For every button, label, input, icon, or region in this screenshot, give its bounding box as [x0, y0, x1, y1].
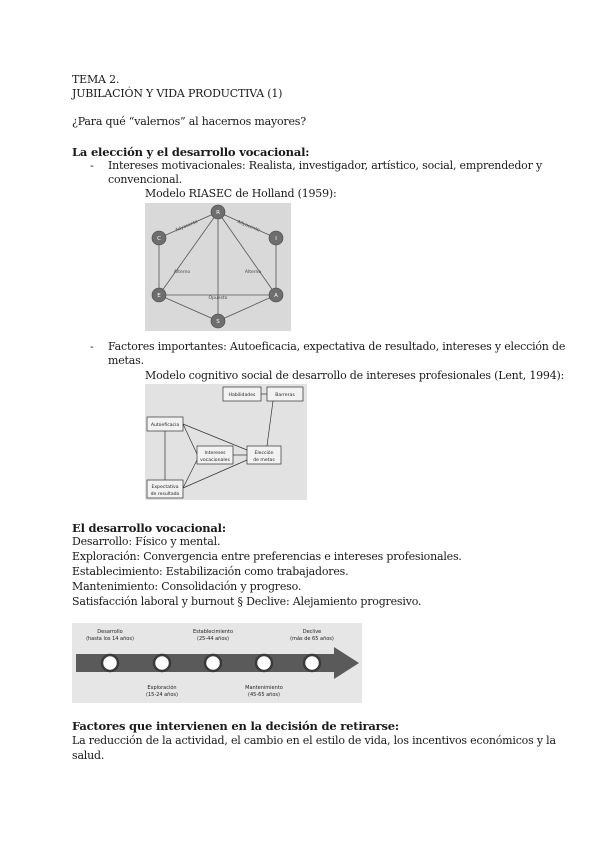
timeline-dot-exploracion	[154, 655, 170, 671]
label-expectativa-2: de resultado	[150, 492, 180, 497]
figure1-caption: Modelo RIASEC de Holland (1959):	[145, 187, 337, 200]
label-autoeficacia: Autoeficacia	[150, 423, 180, 428]
bullet-factors-line2: metas.	[108, 354, 144, 367]
stage-declive: Satisfacción laboral y burnout § Declive: Alejamiento progresivo.	[72, 595, 422, 608]
bullet-dash: -	[90, 340, 94, 353]
timeline-label-declive: Declive	[302, 629, 322, 635]
stage-establecimiento: Establecimiento: Estabilización como trabajadores.	[72, 565, 349, 578]
stage-desarrollo: Desarrollo: Físico y mental.	[72, 535, 221, 548]
bullet-dash: -	[90, 159, 94, 172]
lent-model-figure	[145, 384, 307, 500]
label-expectativa-1: Expectativa	[151, 485, 179, 490]
label-adyacente-left: Adyacente	[174, 219, 199, 234]
stage-mantenimiento: Mantenimiento: Consolidación y progreso.	[72, 580, 302, 593]
node-label-e: E	[157, 293, 161, 299]
retirement-factors-line1: La reducción de la actividad, el cambio en el estilo de vida, los incentivos económicos y la	[72, 734, 556, 747]
timeline-diagram	[72, 623, 362, 703]
label-alterno-left: Alterno	[173, 270, 191, 275]
label-eleccion-1: Elección	[254, 451, 274, 456]
section-title-vocational-choice: La elección y el desarrollo vocacional:	[72, 145, 310, 159]
timeline-age-declive: (más de 65 años)	[290, 636, 334, 642]
bullet-interests-line2: convencional.	[108, 173, 183, 186]
riasec-diagram	[145, 203, 291, 331]
timeline-age-desarrollo: (hasta los 14 años)	[86, 636, 134, 642]
node-label-i: I	[275, 236, 277, 242]
timeline-dot-establecimiento	[205, 655, 221, 671]
label-alterno-right: Alterno	[244, 270, 262, 275]
topic-number: TEMA 2.	[72, 73, 120, 86]
label-opuesto: Opuesto	[208, 296, 228, 301]
bullet-factors-line1: Factores importantes: Autoeficacia, expectativa de resultado, intereses y elección de	[108, 340, 566, 353]
label-barreras: Barreras	[275, 393, 295, 398]
vocational-timeline-figure	[72, 623, 362, 703]
timeline-label-desarrollo: Desarrollo	[97, 629, 123, 635]
timeline-age-exploracion: (15-24 años)	[146, 692, 178, 698]
label-intereses-2: vocacionales	[200, 458, 230, 463]
bullet-interests-line1: Intereses motivacionales: Realista, investigador, artístico, social, emprendedor y	[108, 159, 542, 172]
label-adyacente-right: Adyacente	[236, 219, 261, 234]
timeline-dot-mantenimiento	[256, 655, 272, 671]
stage-exploracion: Exploración: Convergencia entre preferencias e intereses profesionales.	[72, 550, 462, 563]
riasec-hexagon-figure	[145, 203, 291, 331]
section-title-vocational-development: El desarrollo vocacional:	[72, 521, 226, 535]
timeline-dot-declive	[304, 655, 320, 671]
timeline-age-establecimiento: (25-44 años)	[197, 636, 229, 642]
timeline-label-mantenimiento: Mantenimiento	[245, 685, 283, 691]
timeline-label-establecimiento: Establecimiento	[192, 629, 234, 635]
timeline-age-mantenimiento: (45-65 años)	[248, 692, 280, 698]
intro-question: ¿Para qué “valernos” al hacernos mayores?	[72, 115, 306, 128]
retirement-factors-line2: salud.	[72, 749, 105, 762]
label-eleccion-2: de metas	[253, 458, 275, 463]
node-label-s: S	[216, 319, 220, 325]
section-title-retirement-factors: Factores que intervienen en la decisión de retirarse:	[72, 719, 399, 733]
figure2-caption: Modelo cognitivo social de desarrollo de intereses profesionales (Lent, 1994):	[145, 369, 565, 382]
timeline-dot-desarrollo	[102, 655, 118, 671]
topic-title: JUBILACIÓN Y VIDA PRODUCTIVA (1)	[72, 87, 283, 100]
node-label-a: A	[274, 293, 278, 299]
label-habilidades: Habilidades	[228, 393, 256, 398]
lent-model-diagram	[145, 384, 307, 500]
node-label-c: C	[157, 236, 161, 242]
node-label-r: R	[216, 210, 220, 216]
timeline-label-exploracion: Exploración	[147, 685, 177, 691]
label-intereses-1: Intereses	[204, 451, 226, 456]
